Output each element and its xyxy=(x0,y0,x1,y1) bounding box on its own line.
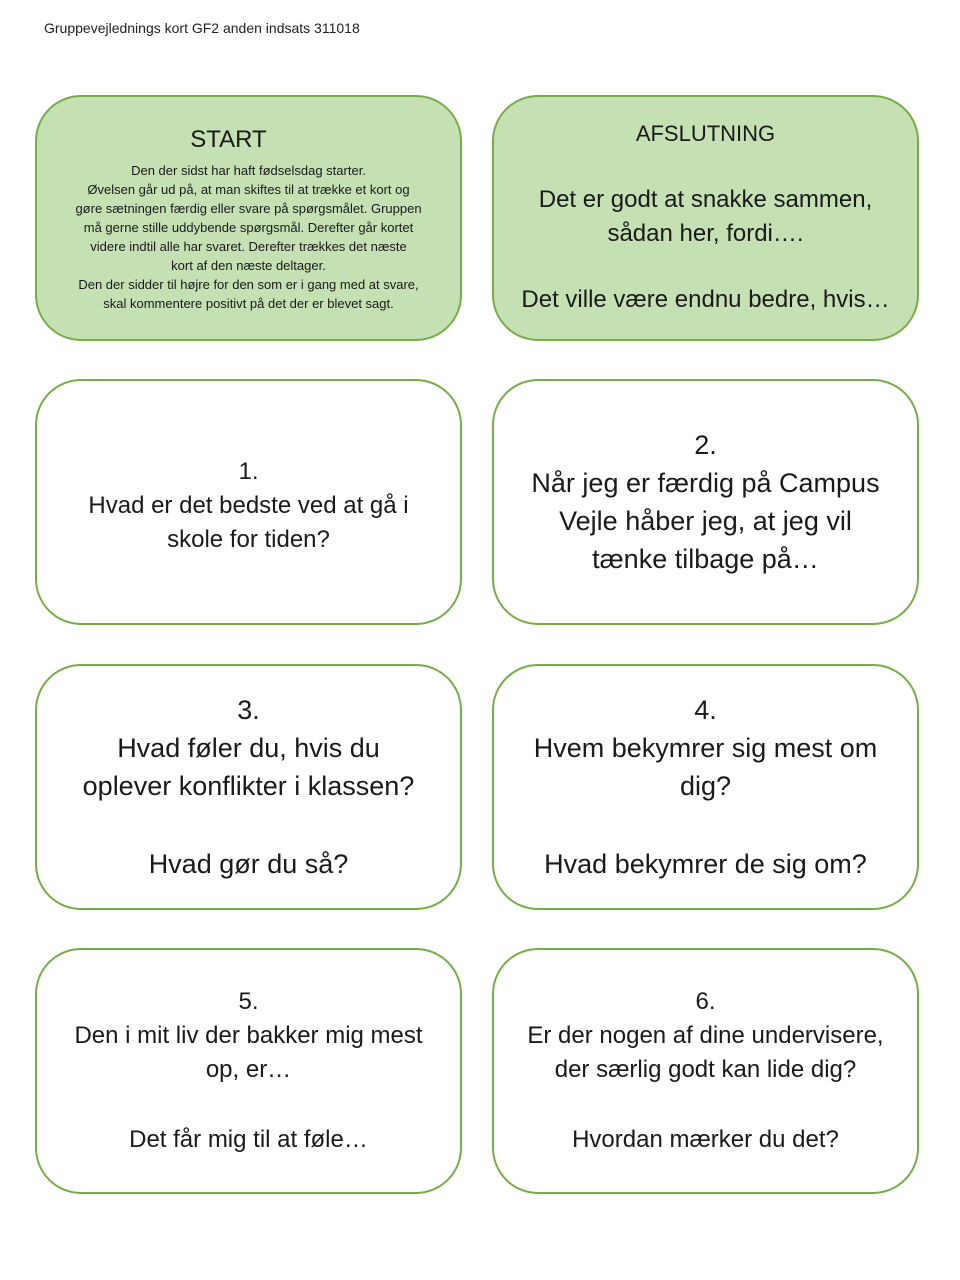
card-text-line: Når jeg er færdig på Campus xyxy=(531,468,880,498)
card-followup: Det får mig til at føle… xyxy=(129,1126,368,1153)
card-text-line: Hvem bekymrer sig mest om xyxy=(533,733,878,763)
card-text-line: Det er godt at snakke sammen, xyxy=(538,186,873,213)
card-text-line: Øvelsen går ud på, at man skiftes til at trække et kort og xyxy=(87,182,410,197)
card-text-line: Vejle håber jeg, at jeg vil xyxy=(559,506,852,536)
card-followup: Hvad bekymrer de sig om? xyxy=(544,849,867,879)
card-text-line: sådan her, fordi…. xyxy=(607,220,804,247)
card-afslutning xyxy=(492,95,919,341)
card-number: 6. xyxy=(695,988,716,1015)
card-number: 2. xyxy=(694,430,717,460)
card-text-line: skal kommentere positivt på det der er blevet sagt. xyxy=(103,296,394,311)
card-text-line: kort af den næste deltager. xyxy=(171,258,326,273)
card-text-line: skole for tiden? xyxy=(167,526,330,553)
card-6 xyxy=(492,948,919,1194)
card-number: 3. xyxy=(237,695,260,725)
card-text-line: oplever konflikter i klassen? xyxy=(82,771,415,801)
card-1 xyxy=(35,379,462,625)
card-followup: Hvad gør du så? xyxy=(148,849,349,879)
card-followup: Det ville være endnu bedre, hvis… xyxy=(521,286,890,313)
document-header: Gruppevejlednings kort GF2 anden indsats 311018 xyxy=(44,20,360,36)
card-number: 4. xyxy=(694,695,717,725)
card-followup: Hvordan mærker du det? xyxy=(572,1126,839,1153)
card-title: START xyxy=(190,126,267,153)
card-5 xyxy=(35,948,462,1194)
card-text-line: der særlig godt kan lide dig? xyxy=(554,1056,857,1083)
card-text-line: Er der nogen af dine undervisere, xyxy=(527,1022,884,1049)
card-text-line: gøre sætningen færdig eller svare på spørgsmålet. Gruppen xyxy=(75,201,422,216)
card-text-line: Den der sidst har haft fødselsdag starter. xyxy=(131,163,366,178)
card-text-line: tænke tilbage på… xyxy=(592,544,819,574)
card-text-line: Den der sidder til højre for den som er i gang med at svare, xyxy=(78,277,419,292)
card-text-line: dig? xyxy=(679,771,732,801)
card-4 xyxy=(492,664,919,910)
card-text-line: op, er… xyxy=(205,1056,292,1083)
card-3 xyxy=(35,664,462,910)
card-text-line: må gerne stille uddybende spørgsmål. Derefter går kortet xyxy=(83,220,414,235)
card-number: 5. xyxy=(238,988,259,1015)
card-title: AFSLUTNING xyxy=(635,121,776,146)
card-text-line: Den i mit liv der bakker mig mest xyxy=(74,1022,423,1049)
card-number: 1. xyxy=(238,458,259,485)
card-2 xyxy=(492,379,919,625)
card-text-line: Hvad er det bedste ved at gå i xyxy=(88,492,409,519)
card-text-line: Hvad føler du, hvis du xyxy=(117,733,380,763)
card-start xyxy=(35,95,462,341)
card-text-line: videre indtil alle har svaret. Derefter trækkes det næste xyxy=(90,239,407,254)
